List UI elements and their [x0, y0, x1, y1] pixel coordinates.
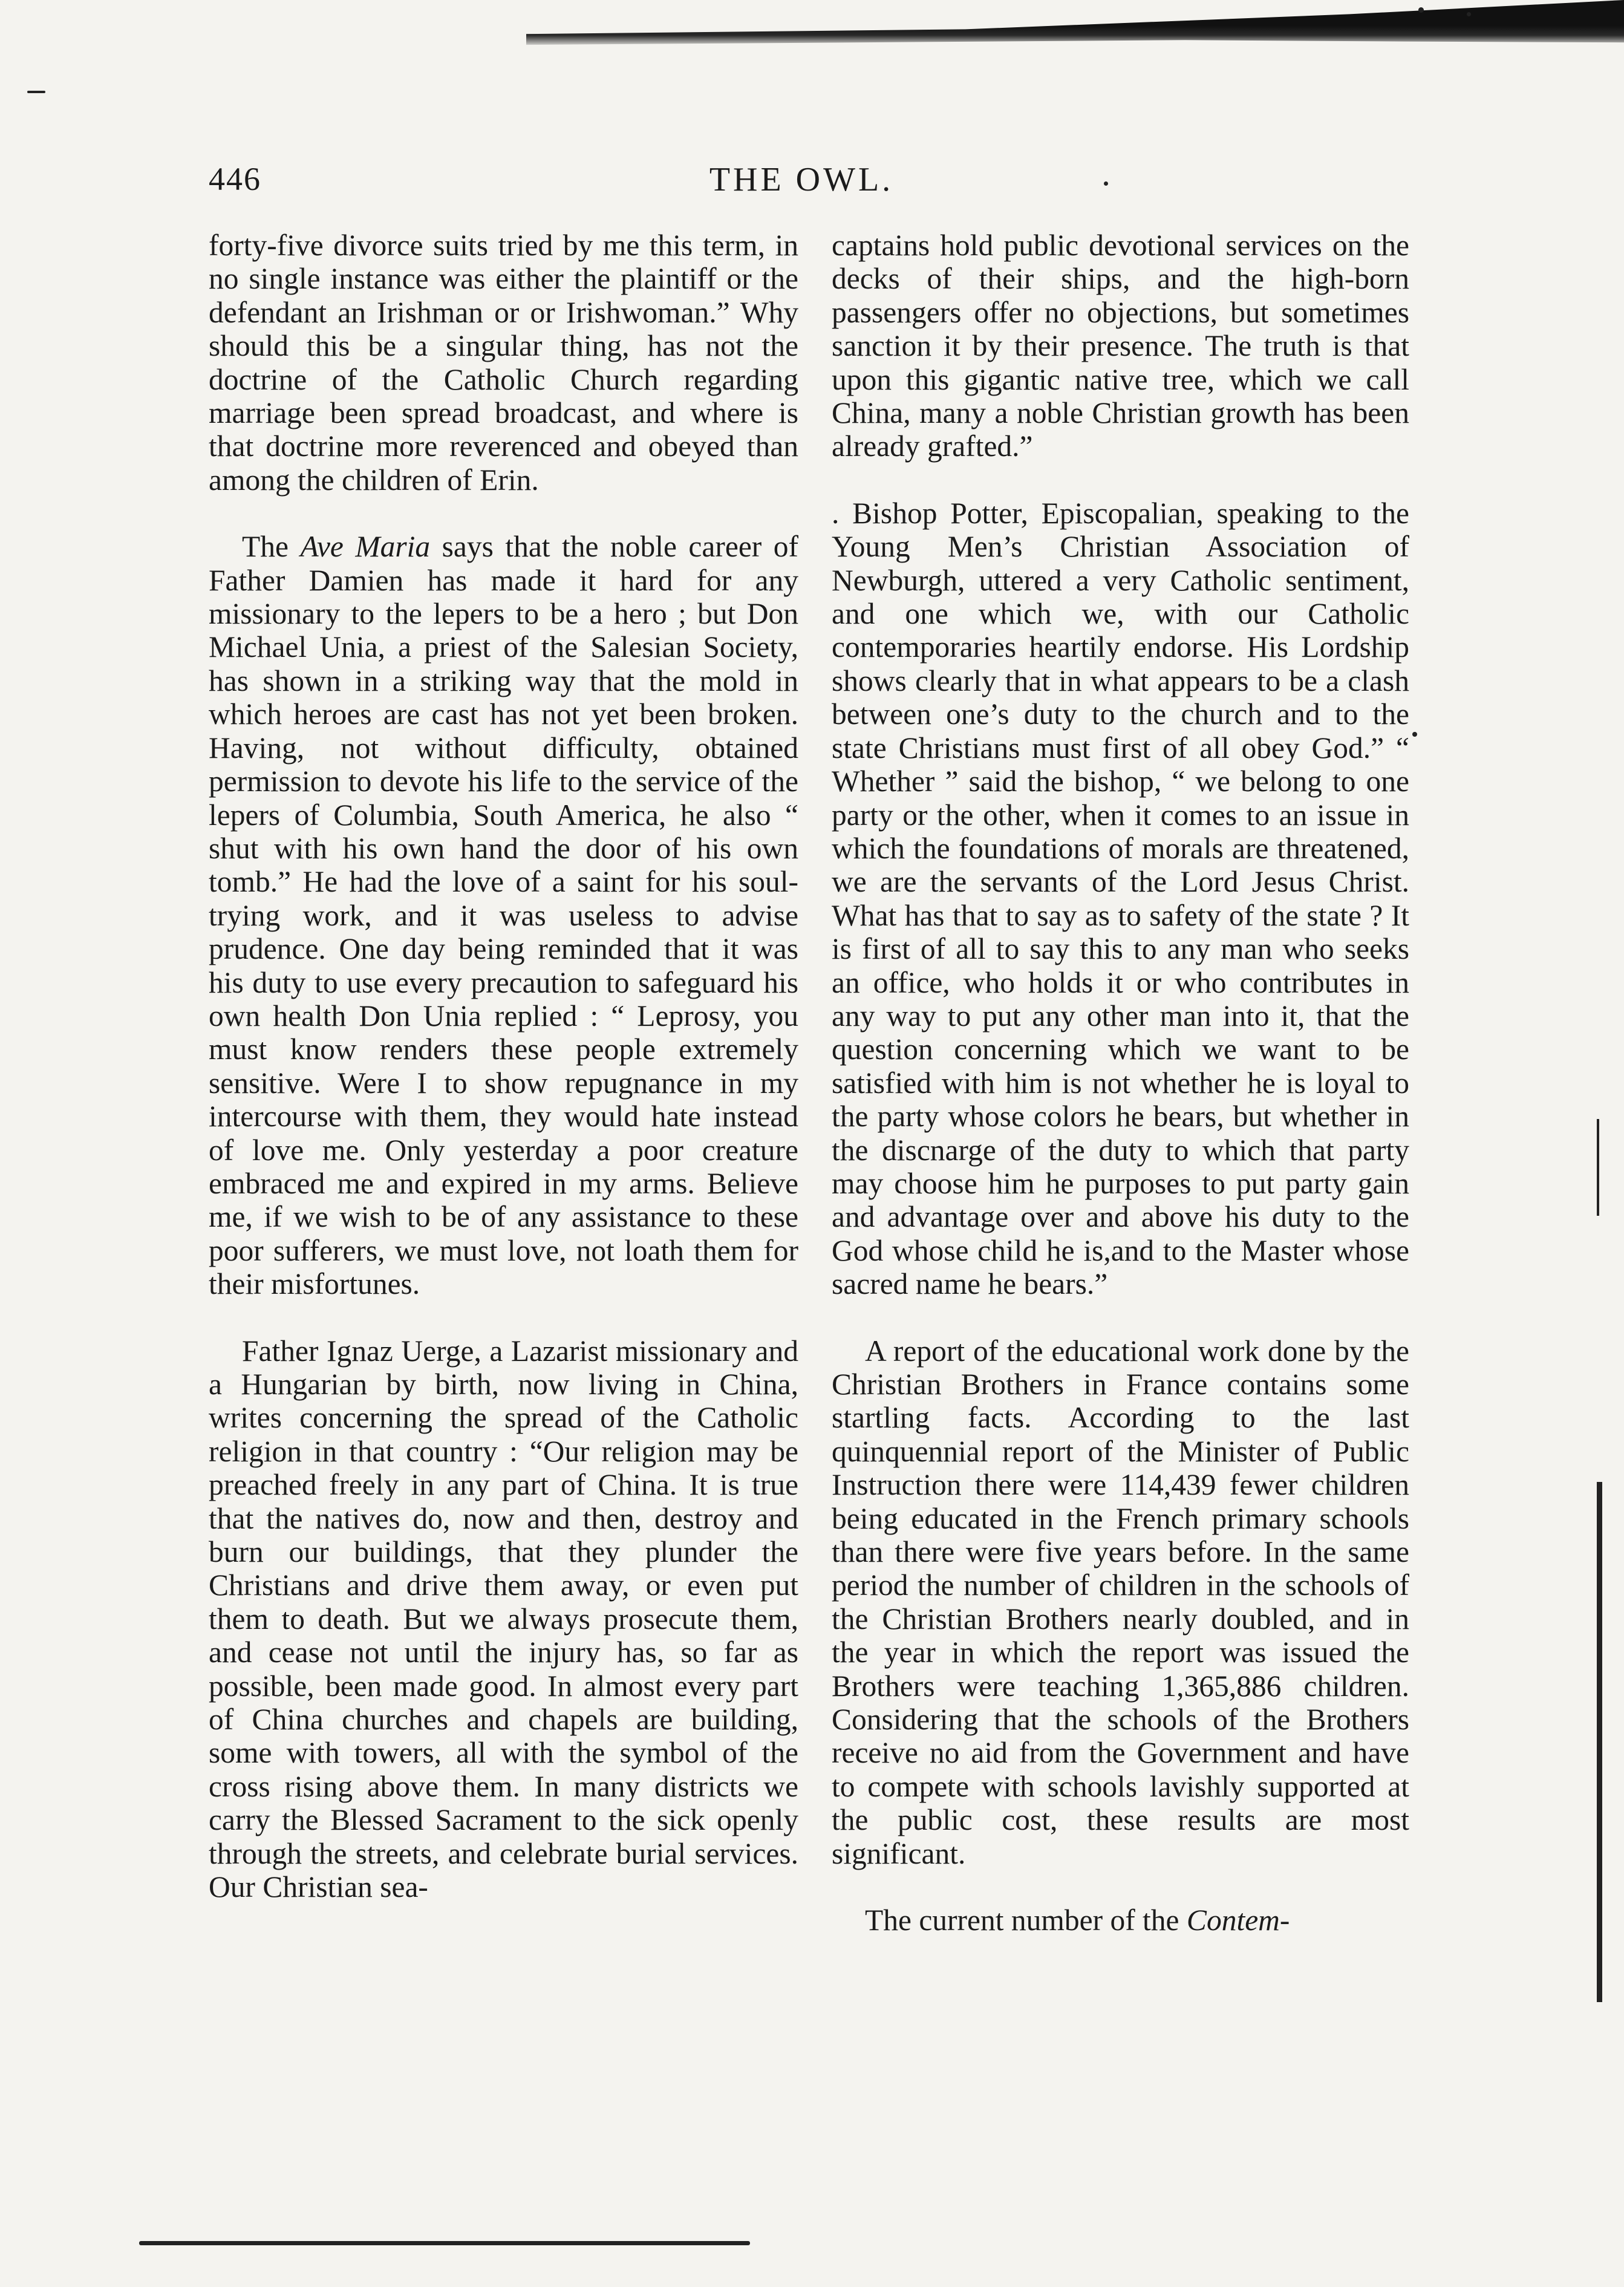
journal-title: THE OWL. — [709, 161, 894, 198]
paragraph — [832, 1904, 1409, 1937]
paragraph-text: says that the noble career of Father Damien has made it hard for any missionary to the lepers to be a hero ; but Don Michael Unia, a priest of the Salesian Society, has shown in a striking way that the mold in which heroes are cast has not yet been broken. Having, not without difficulty, obtained permission to devote his life to the service of the lepers of Columbia, South America, he also “ shut with his own hand the door of his own tomb.” He had the love of a saint for his soul-trying work, and it was useless to advise prudence. One day being reminded that it was his duty to use every precaution to safeguard his own health Don Unia replied : “ Leprosy, you must know renders these people extremely sensitive. Were I to show repugnance in my intercourse with them, they would hate instead of love me. Only yesterday a poor creature embraced me and expired in my arms. Believe me, if we wish to be of any assistance to these poor sufferers, we must love, not loath them for their misfortunes. — [209, 530, 798, 1301]
scan-artifact-top — [526, 0, 1624, 47]
scan-artifact-right-edge — [1597, 1119, 1599, 1216]
page-number: 446 — [209, 161, 261, 197]
paragraph: Father Ignaz Uerge, a Lazarist missionary and a Hungarian by birth, now living in China, writes concerning the spread of the Catholic religion in that country : “Our religion may be preached freely in any part of China. It is true that the natives do, now and then, destroy and burn our buildings, that they plunder the Christians and drive them away, or even put them to death. But we always prosecute them, and cease not until the injury has, so far as possible, been made good. In almost every part of China churches and chapels are building, some with towers, all with the symbol of the cross rising above them. In many districts we carry the Blessed Sacrament to the sick openly through the streets, and celebrate burial services. Our Christian sea- — [209, 1334, 798, 1904]
paragraph-text: The — [242, 530, 301, 564]
scan-speck — [27, 91, 45, 93]
paragraph — [209, 530, 798, 1300]
scan-speck — [1412, 732, 1417, 737]
scan-artifact-bottom — [139, 2241, 750, 2245]
paragraph: forty-five divorce suits tried by me this term, in no single instance was either the plaintiff or the defendant an Irishman or or Irishwoman.” Why should this be a singular thing, has not the doctrine of the Catholic Church regarding marriage been spread broadcast, and where is that doctrine more reverenced and obeyed than among the children of Erin. — [209, 229, 798, 497]
paragraph: A report of the educational work done by the Christian Brothers in France contains some startling facts. According to the last quinquennial report of the Minister of Public Instruction there were 114,439 fewer children being educated in the French primary schools than there were five years before. In the same period the number of children in the schools of the Christian Brothers nearly doubled, and in the year in which the report was issued the Brothers were teaching 1,365,886 children. Considering that the schools of the Brothers receive no aid from the Government and have to compete with schools lavishly supported at the public cost, these results are most significant. — [832, 1334, 1409, 1870]
scan-artifact-right-edge — [1597, 1482, 1602, 2002]
running-head — [209, 160, 1394, 209]
left-column — [209, 229, 798, 1937]
scan-speck — [1418, 7, 1424, 13]
right-column — [832, 229, 1409, 1971]
paragraph: captains hold public devotional services on the decks of their ships, and the high-born passengers offer no objections, but sometimes sanction it by their presence. The truth is that upon this gigantic native tree, which we call China, many a noble Christian growth has been already grafted.” — [832, 229, 1409, 463]
paragraph-text: The current number of the — [865, 1904, 1187, 1937]
paragraph: . Bishop Potter, Episcopalian, speaking to the Young Men’s Christian Association of Newburgh, uttered a very Catholic sentiment, and one which we, with our Catholic contemporaries heartily endorse. His Lordship shows clearly that in what appears to be a clash between one’s duty to the church and to the state Christians must first of all obey God.” “ Whether ” said the bishop, “ we belong to one party or the other, when it comes to an issue in which the foundations of morals are threatened, we are the servants of the Lord Jesus Christ. What has that to say as to safety of the state ? It is first of all to say this to any man who seeks an office, who holds it or who contributes in any way to put any other man into it, that the question concerning which we want to be satisfied with him is not whether he is loyal to the party whose colors he bears, but whether in the discnarge of the duty to which that party may choose him he purposes to put party gain and advantage over and above his duty to the God whose child he is,and to the Master whose sacred name he bears.” — [832, 496, 1409, 1301]
scan-speck — [1467, 12, 1471, 16]
publication-title: Contem- — [1186, 1904, 1290, 1937]
publication-title: Ave Maria — [300, 530, 431, 564]
